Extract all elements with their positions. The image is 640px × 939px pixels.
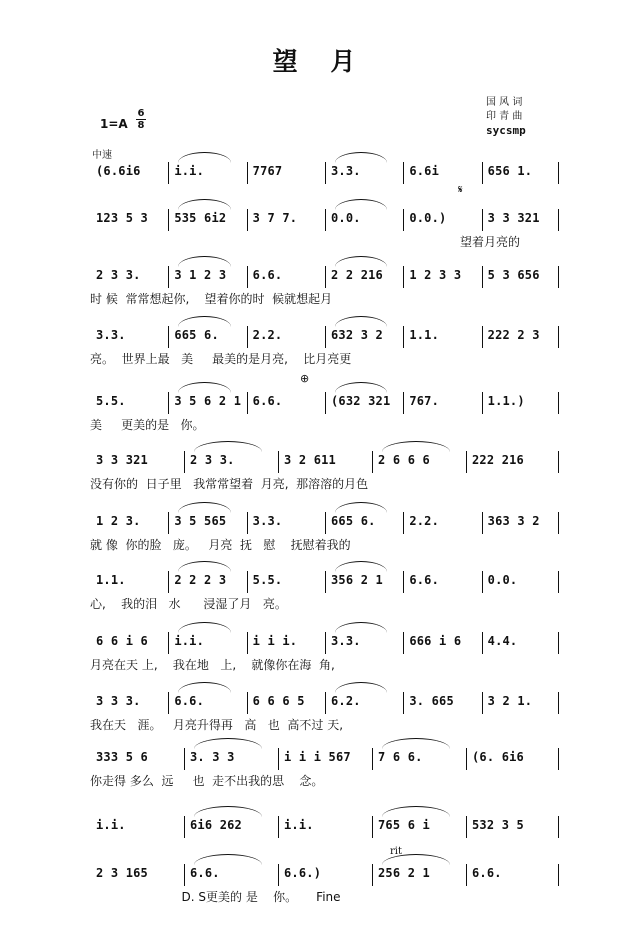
barline — [325, 209, 326, 231]
slur-arc — [335, 256, 387, 267]
barline — [168, 512, 169, 534]
barline — [247, 692, 248, 714]
barline — [372, 748, 373, 770]
measure: 5.5. — [96, 394, 126, 408]
slur-arc — [178, 622, 230, 633]
time-signature-top: 6 — [137, 108, 145, 119]
measure: 1 2 3. — [96, 514, 141, 528]
barline — [466, 816, 467, 838]
measure: 0.0. — [487, 573, 518, 587]
measure: 3.3. — [331, 634, 361, 648]
measure: 4.4. — [487, 634, 518, 648]
measure: 6i6 262 — [190, 818, 242, 832]
barline — [558, 632, 559, 654]
barline — [466, 864, 467, 886]
measure: 222 216 — [472, 453, 524, 467]
lyrics-line — [90, 186, 560, 204]
notes-line — [90, 447, 560, 473]
slur-arc — [178, 256, 230, 267]
measure: 3.3. — [96, 328, 126, 342]
barline — [403, 632, 404, 654]
barline — [325, 632, 326, 654]
slur-arc — [335, 316, 387, 327]
measure: i.i. — [174, 164, 205, 178]
notes-line — [90, 158, 560, 184]
slur-arc — [335, 622, 387, 633]
slur-arc — [178, 682, 230, 693]
notes-line — [90, 628, 560, 654]
slur-arc — [194, 806, 262, 817]
measure: i i i 567 — [284, 750, 351, 764]
barline — [558, 864, 559, 886]
barline — [482, 692, 483, 714]
lyrics-line: D. S更美的 是 你。 Fine — [90, 890, 341, 904]
measure: 1.1. — [96, 573, 126, 587]
measure: 3. 3 3 — [190, 750, 235, 764]
key-signature: 1=A — [100, 117, 128, 131]
barline — [558, 816, 559, 838]
barline — [372, 816, 373, 838]
arranger-credit: sycsmp — [486, 124, 526, 137]
song-title: 望 月 — [272, 47, 368, 76]
slur-arc — [382, 441, 450, 452]
slur-arc — [382, 738, 450, 749]
barline — [403, 392, 404, 414]
measure: 6.6i — [409, 164, 440, 178]
barline — [558, 162, 559, 184]
measure: 256 2 1 — [378, 866, 430, 880]
barline — [466, 748, 467, 770]
measure: 6.6. — [190, 866, 220, 880]
barline — [482, 209, 483, 231]
barline — [403, 266, 404, 288]
composer-credit: 印 青 曲 — [486, 111, 523, 122]
barline — [372, 864, 373, 886]
slur-arc — [178, 502, 230, 513]
notes-line — [90, 322, 560, 348]
barline — [372, 451, 373, 473]
barline — [325, 266, 326, 288]
measure: i.i. — [96, 818, 126, 832]
notes-line — [90, 688, 560, 714]
barline — [482, 162, 483, 184]
measure: 2 2 216 — [331, 268, 383, 282]
lyrics-line: 月亮在天 上, 我在地 上, 就像你在海 角, — [90, 658, 335, 672]
time-signature — [135, 108, 147, 131]
measure: 0.0. — [331, 211, 361, 225]
barline — [325, 692, 326, 714]
measure: 7 6 6. — [378, 750, 423, 764]
measure: 3 5 6 2 1 — [174, 394, 242, 408]
measure: 5 3 656 — [487, 268, 540, 282]
notes-line — [90, 508, 560, 534]
barline — [403, 162, 404, 184]
notes-line — [90, 567, 560, 593]
measure: 333 5 6 — [96, 750, 148, 764]
barline — [403, 512, 404, 534]
measure: i.i. — [284, 818, 314, 832]
notes-line — [90, 744, 560, 770]
notes-line — [90, 262, 560, 288]
measure: 6.6. — [252, 268, 283, 282]
time-signature-bottom: 8 — [137, 120, 145, 131]
measure: 2 6 6 6 — [378, 453, 430, 467]
barline — [184, 816, 185, 838]
slur-arc — [335, 152, 387, 163]
barline — [558, 326, 559, 348]
measure: 6.6.) — [284, 866, 322, 880]
measure: 3.3. — [252, 514, 283, 528]
measure: 6 6 6 5 — [252, 694, 305, 708]
measure: 535 6i2 — [174, 211, 227, 225]
barline — [558, 692, 559, 714]
barline — [466, 451, 467, 473]
measure: 632 3 2 — [331, 328, 383, 342]
barline — [168, 692, 169, 714]
barline — [403, 692, 404, 714]
barline — [403, 571, 404, 593]
barline — [403, 209, 404, 231]
measure: 1.1. — [409, 328, 440, 342]
measure: 2 3 165 — [96, 866, 148, 880]
lyrics-line: 时 候 常常想起你, 望着你的时 候就想起月 — [90, 292, 333, 306]
measure: (6. 6i6 — [472, 750, 524, 764]
barline — [168, 266, 169, 288]
barline — [482, 512, 483, 534]
barline — [184, 451, 185, 473]
barline — [278, 816, 279, 838]
measure: i.i. — [174, 634, 205, 648]
barline — [247, 392, 248, 414]
measure: 3 2 1. — [487, 694, 533, 708]
measure: 656 1. — [487, 164, 533, 178]
barline — [247, 571, 248, 593]
notes-line — [90, 812, 560, 838]
measure: 665 6. — [331, 514, 376, 528]
slur-arc — [194, 441, 262, 452]
measure: i i i. — [252, 634, 298, 648]
barline — [325, 512, 326, 534]
measure: 222 2 3 — [487, 328, 540, 342]
barline — [325, 392, 326, 414]
notes-line — [90, 388, 560, 414]
slur-arc — [335, 382, 387, 393]
notes-line — [90, 205, 560, 231]
barline — [168, 209, 169, 231]
measure: 767. — [409, 394, 440, 408]
measure: 6.6. — [472, 866, 502, 880]
lyrics-line: 望着月亮的 — [460, 235, 521, 249]
measure: (632 321 — [331, 394, 391, 408]
slur-arc — [178, 152, 230, 163]
measure: 3 3 321 — [487, 211, 540, 225]
slur-arc — [194, 738, 262, 749]
measure: 356 2 1 — [331, 573, 383, 587]
measure: (6.6i6 — [96, 164, 141, 178]
barline — [482, 326, 483, 348]
barline — [558, 392, 559, 414]
measure: 3 1 2 3 — [174, 268, 227, 282]
barline — [558, 571, 559, 593]
barline — [184, 748, 185, 770]
barline — [278, 748, 279, 770]
barline — [278, 864, 279, 886]
measure: 3 3 321 — [96, 453, 148, 467]
measure: 666 i 6 — [409, 634, 462, 648]
measure: 765 6 i — [378, 818, 430, 832]
tempo-marking: 中速 — [92, 150, 112, 161]
barline — [278, 451, 279, 473]
lyrics-line: 心, 我的泪 水 浸湿了月 亮。 — [90, 597, 287, 611]
measure: 6.6. — [252, 394, 283, 408]
barline — [168, 326, 169, 348]
barline — [482, 632, 483, 654]
barline — [403, 326, 404, 348]
measure: 3 3 3. — [96, 694, 141, 708]
lyrics-line: 亮。 世界上最 美 最美的是月亮, 比月亮更 — [90, 352, 352, 366]
slur-arc — [178, 316, 230, 327]
credits — [486, 96, 526, 138]
lyrics-line: 你走得 多么 远 也 走不出我的思 念。 — [90, 774, 324, 788]
lyrics-line — [90, 840, 560, 858]
measure: 2 2 2 3 — [174, 573, 227, 587]
measure: 2 3 3. — [96, 268, 141, 282]
measure: 3 5 565 — [174, 514, 227, 528]
lyrics-line: 我在天 涯。 月亮升得再 高 也 高不过 天, — [90, 718, 344, 732]
slur-arc — [178, 382, 230, 393]
barline — [325, 326, 326, 348]
measure: 532 3 5 — [472, 818, 524, 832]
barline — [184, 864, 185, 886]
barline — [325, 571, 326, 593]
measure: 1 2 3 3 — [409, 268, 462, 282]
lyrics-line: 美 更美的是 你。 — [90, 418, 205, 432]
measure: 363 3 2 — [487, 514, 540, 528]
coda-mark: ⊕ — [300, 372, 310, 385]
barline — [482, 392, 483, 414]
barline — [558, 266, 559, 288]
lyricist-credit: 国 风 词 — [486, 97, 523, 108]
measure: 7767 — [252, 164, 283, 178]
barline — [168, 392, 169, 414]
barline — [558, 512, 559, 534]
barline — [558, 209, 559, 231]
rit-mark: rit — [390, 846, 402, 857]
measure: 6.6. — [174, 694, 205, 708]
measure: 1.1.) — [487, 394, 525, 408]
lyrics-line: 就 像 你的脸 庞。 月亮 抚 慰 抚慰着我的 — [90, 538, 351, 552]
lyrics-line: 没有你的 日子里 我常常望着 月亮, 那溶溶的月色 — [90, 477, 369, 491]
slur-arc — [178, 561, 230, 572]
slur-arc — [335, 682, 387, 693]
measure: 5.5. — [252, 573, 283, 587]
segno-mark: 𝄋 — [458, 183, 463, 196]
barline — [482, 571, 483, 593]
measure: 3.3. — [331, 164, 361, 178]
measure: 3 7 7. — [252, 211, 298, 225]
barline — [247, 266, 248, 288]
barline — [247, 632, 248, 654]
measure: 2.2. — [252, 328, 283, 342]
measure: 665 6. — [174, 328, 219, 342]
barline — [482, 266, 483, 288]
notes-line — [90, 860, 560, 886]
barline — [247, 326, 248, 348]
measure: 2.2. — [409, 514, 440, 528]
barline — [168, 632, 169, 654]
measure: 123 5 3 — [96, 211, 148, 225]
barline — [247, 512, 248, 534]
barline — [325, 162, 326, 184]
slur-arc — [382, 806, 450, 817]
measure: 3. 665 — [409, 694, 454, 708]
barline — [168, 571, 169, 593]
measure: 6 6 i 6 — [96, 634, 148, 648]
barline — [558, 451, 559, 473]
measure: 0.0.) — [409, 211, 447, 225]
slur-arc — [335, 561, 387, 572]
measure: 3 2 611 — [284, 453, 336, 467]
barline — [168, 162, 169, 184]
measure: 2 3 3. — [190, 453, 235, 467]
barline — [558, 748, 559, 770]
barline — [247, 209, 248, 231]
barline — [247, 162, 248, 184]
measure: 6.2. — [331, 694, 361, 708]
measure: 6.6. — [409, 573, 440, 587]
slur-arc — [335, 502, 387, 513]
